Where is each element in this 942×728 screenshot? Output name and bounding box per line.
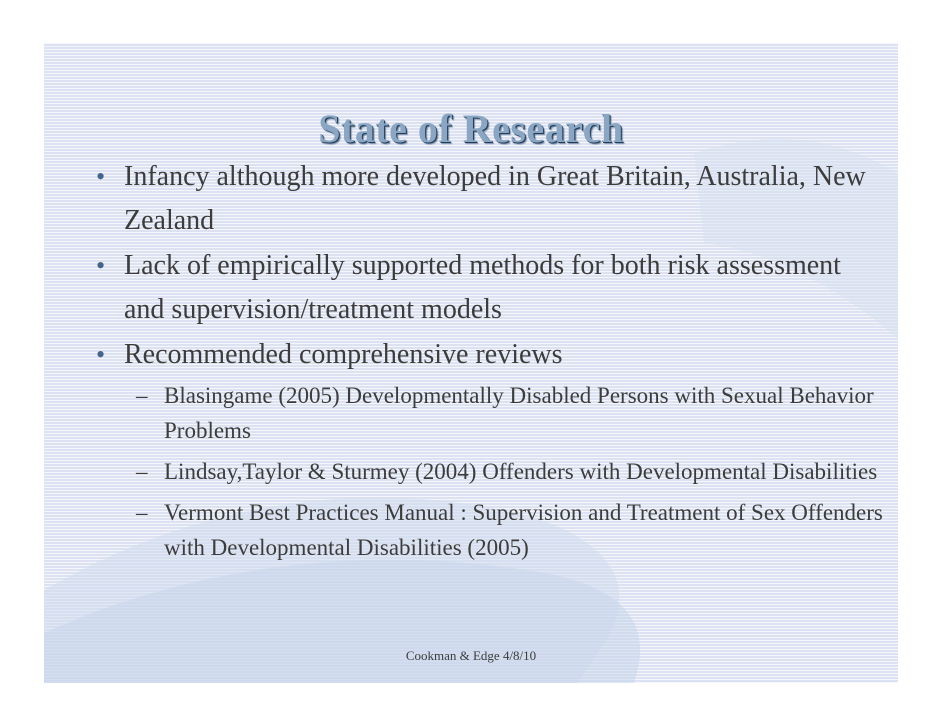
slide-footer: Cookman & Edge 4/8/10 xyxy=(405,648,537,663)
slide-title: State of Research xyxy=(318,106,624,151)
slide xyxy=(44,43,898,683)
bullet-text: Infancy although more developed in Great Britain, Australia, New Zealand xyxy=(124,161,866,236)
bullet-item xyxy=(96,333,886,377)
sub-bullet-marker: – xyxy=(136,459,148,484)
bullet-marker: • xyxy=(96,162,106,191)
bullet-item xyxy=(96,244,886,332)
sub-bullet-text: Lindsay,Taylor & Sturmey (2004) Offenders with Developmental Disabilities xyxy=(164,459,878,484)
sub-bullet-text: Vermont Best Practices Manual : Supervision and Treatment of Sex Offenders with Developmental Disabilities (2005) xyxy=(164,500,883,560)
bullet-marker: • xyxy=(96,251,106,280)
sub-bullet-marker: – xyxy=(136,383,148,408)
sub-bullet-item xyxy=(96,495,886,565)
sub-bullet-marker: – xyxy=(136,500,148,525)
bullet-item xyxy=(96,155,886,243)
sub-bullet-text: Blasingame (2005) Developmentally Disabled Persons with Sexual Behavior Problems xyxy=(164,383,874,443)
slide-body xyxy=(96,155,886,571)
sub-bullet-item xyxy=(96,454,886,489)
bullet-text: Lack of empirically supported methods for both risk assessment and supervision/treatment models xyxy=(124,250,841,325)
sub-bullet-item xyxy=(96,378,886,448)
bullet-text: Recommended comprehensive reviews xyxy=(124,339,563,370)
bullet-marker: • xyxy=(96,340,106,369)
